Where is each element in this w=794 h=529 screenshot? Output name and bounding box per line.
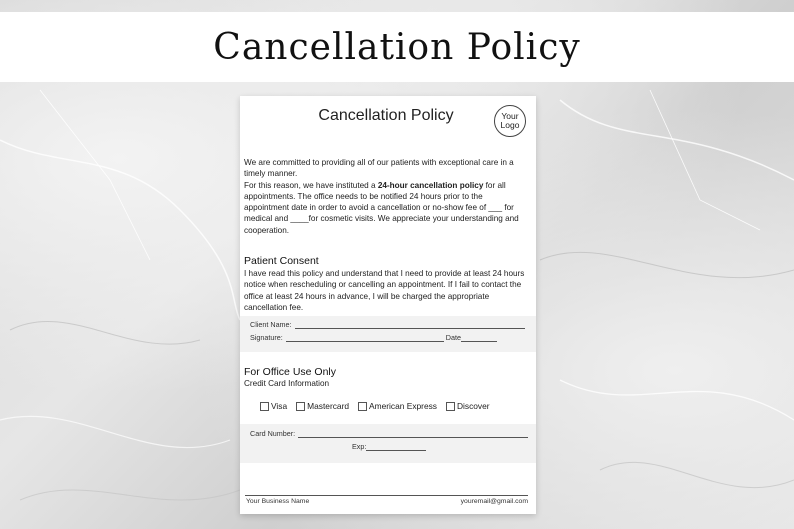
logo-placeholder: [494, 105, 526, 137]
consent-text: I have read this policy and understand that I need to provide at least 24 hours notice when rescheduling or cancelling an appointment. If I fail to contact the office at least 24 hours in advance, I will be charged the appropriate cancellation fee.: [244, 269, 525, 312]
footer-business-name: Your Business Name: [246, 498, 310, 505]
intro-line1: We are committed to providing all of our patients with exceptional care in a timely manner.: [244, 158, 514, 179]
discover-label: Discover: [456, 401, 490, 411]
visa-checkbox[interactable]: [260, 402, 269, 411]
card-number-label: Card Number:: [250, 429, 296, 438]
mastercard-label: Mastercard: [307, 401, 350, 411]
date-line[interactable]: [461, 333, 497, 342]
option-discover[interactable]: [446, 401, 490, 411]
card-number-line[interactable]: [298, 429, 528, 438]
client-name-line[interactable]: [295, 320, 525, 329]
title-banner: [0, 12, 794, 82]
american-express-checkbox[interactable]: [358, 402, 367, 411]
client-name-label: Client Name:: [250, 320, 292, 329]
exp-field[interactable]: [352, 442, 426, 451]
policy-card: [240, 96, 536, 514]
consent-heading: Patient Consent: [244, 255, 319, 267]
signature-line[interactable]: [286, 333, 444, 342]
footer-email: youremail@gmail.com: [460, 498, 528, 505]
option-american-express[interactable]: [358, 401, 437, 411]
intro-pre-bold: For this reason, we have instituted a: [244, 180, 378, 190]
exp-label: Exp:: [352, 442, 367, 451]
logo-text-line1: Your: [501, 111, 519, 121]
signature-label: Signature:: [250, 333, 283, 342]
discover-checkbox[interactable]: [446, 402, 455, 411]
client-name-field[interactable]: [250, 320, 525, 329]
intro-bold: 24-hour cancellation policy: [377, 180, 484, 190]
american-express-label: American Express: [369, 401, 437, 411]
credit-card-info-label: Credit Card Information: [244, 379, 330, 388]
mastercard-checkbox[interactable]: [296, 402, 305, 411]
signature-field[interactable]: [250, 333, 497, 342]
intro-paragraph: [244, 180, 526, 236]
card-type-options: [260, 401, 499, 411]
option-visa[interactable]: [260, 401, 287, 411]
banner-title: Cancellation Policy: [213, 26, 581, 68]
logo-text-line2: Logo: [500, 120, 520, 130]
intro-post-bold: for all appointments. The office needs to be notified 24 hours prior to the appointment date in order to avoid a cancellation or no-show fee of ___ for medical and ____for cosmetic visits. We appreciate your understanding and cooperation.: [244, 180, 519, 235]
intro-text: [244, 157, 526, 236]
footer-divider: [245, 495, 528, 496]
office-heading: For Office Use Only: [244, 366, 336, 378]
date-label: Date: [445, 333, 461, 342]
exp-line[interactable]: [366, 442, 426, 451]
visa-label: Visa: [271, 401, 288, 411]
card-title: Cancellation Policy: [318, 107, 454, 124]
card-number-field[interactable]: [250, 429, 528, 438]
option-mastercard[interactable]: [296, 401, 349, 411]
